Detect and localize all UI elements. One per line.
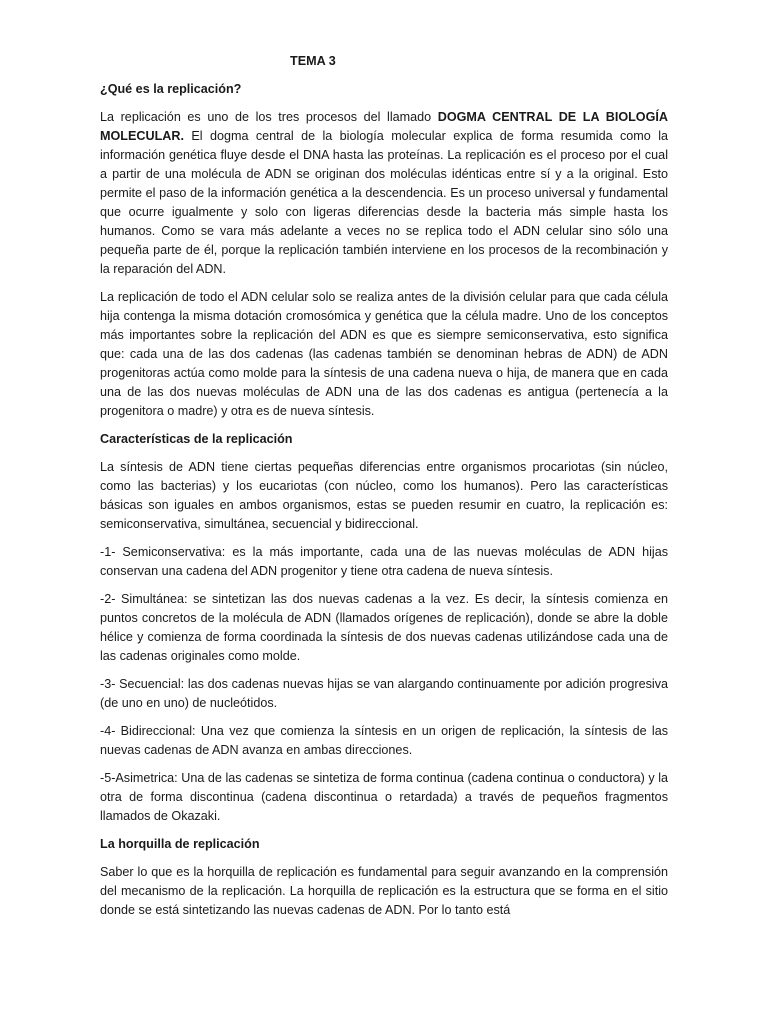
section-heading-horquilla: La horquilla de replicación — [100, 837, 260, 851]
paragraph-text: El dogma central de la biología molecular explica de forma resumida como la información genética fluye desde el DNA hasta las proteínas. La replicación es el proceso por el cual a partir de una molécula de ADN se originan dos moléculas idénticas entre sí y a la original. Esto permite el paso de la información genética a la descendencia. Es un proceso universal y fundamental que ocurre igualmente y solo con ligeras diferencias desde la bacteria más simple hasta los humanos. Como se vara más adelante a veces no se replica todo el ADN celular sino sólo una pequeña parte de él, porque la replicación también interviene en los procesos de la recombinación y la reparación del ADN. — [100, 129, 668, 276]
document-title: TEMA 3 — [290, 54, 336, 68]
list-item-secuencial: -3- Secuencial: las dos cadenas nuevas hijas se van alargando continuamente por adición progresiva (de uno en uno) de nucleótidos. — [100, 677, 668, 710]
paragraph-dogma-central — [100, 108, 668, 279]
paragraph-semiconservativa: La replicación de todo el ADN celular solo se realiza antes de la división celular para que cada célula hija contenga la misma dotación cromosómica y genética que la célula madre. Uno de los conceptos más importantes sobre la replicación del ADN es que es siempre semiconservativa, esto significa que: cada una de las dos cadenas (las cadenas también se denominan hebras de ADN) de ADN progenitoras actúa como molde para la síntesis de una cadena nueva o hija, de manera que en cada una de las dos nuevas moléculas de ADN una de las dos cadenas es antigua (pertenecía a la progenitora o madre) y otra es de nueva síntesis. — [100, 290, 668, 418]
list-item-simultanea: -2- Simultánea: se sintetizan las dos nuevas cadenas a la vez. Es decir, la síntesis comienza en puntos concretos de la molécula de ADN (llamados orígenes de replicación), donde se abre la doble hélice y comienza de forma coordinada la síntesis de dos nuevas cadenas utilizándose cada una de las cadenas originales como molde. — [100, 592, 668, 663]
list-item-semiconservativa: -1- Semiconservativa: es la más importante, cada una de las nuevas moléculas de ADN hijas conservan una cadena del ADN progenitor y tiene otra cadena de nueva síntesis. — [100, 545, 668, 578]
section-heading-caracteristicas: Características de la replicación — [100, 432, 293, 446]
list-item-bidireccional: -4- Bidireccional: Una vez que comienza la síntesis en un origen de replicación, la síntesis de las nuevas cadenas de ADN avanza en ambas direcciones. — [100, 724, 668, 757]
paragraph-horquilla: Saber lo que es la horquilla de replicación es fundamental para seguir avanzando en la comprensión del mecanismo de la replicación. La horquilla de replicación es la estructura que se forma en el sitio donde se está sintetizando las nuevas cadenas de ADN. Por lo tanto está — [100, 865, 668, 917]
paragraph-text: La replicación es uno de los tres procesos del llamado — [100, 110, 438, 124]
paragraph-caracteristicas-intro: La síntesis de ADN tiene ciertas pequeñas diferencias entre organismos procariotas (sin núcleo, como las bacterias) y los eucariotas (con núcleo, como los humanos). Pero las características básicas son iguales en ambos organismos, estas se pueden resumir en cuatro, la replicación es: semiconservativa, simultánea, secuencial y bidireccional. — [100, 460, 668, 531]
list-item-asimetrica: -5-Asimetrica: Una de las cadenas se sintetiza de forma continua (cadena continua o conductora) y la otra de forma discontinua (cadena discontinua o retardada) a través de pequeños fragmentos llamados de Okazaki. — [100, 771, 668, 823]
bold-term: DOGMA CENTRAL DE LA BIOLOGÍA MOLECULAR. — [100, 110, 668, 143]
section-heading-replicacion: ¿Qué es la replicación? — [100, 82, 242, 96]
